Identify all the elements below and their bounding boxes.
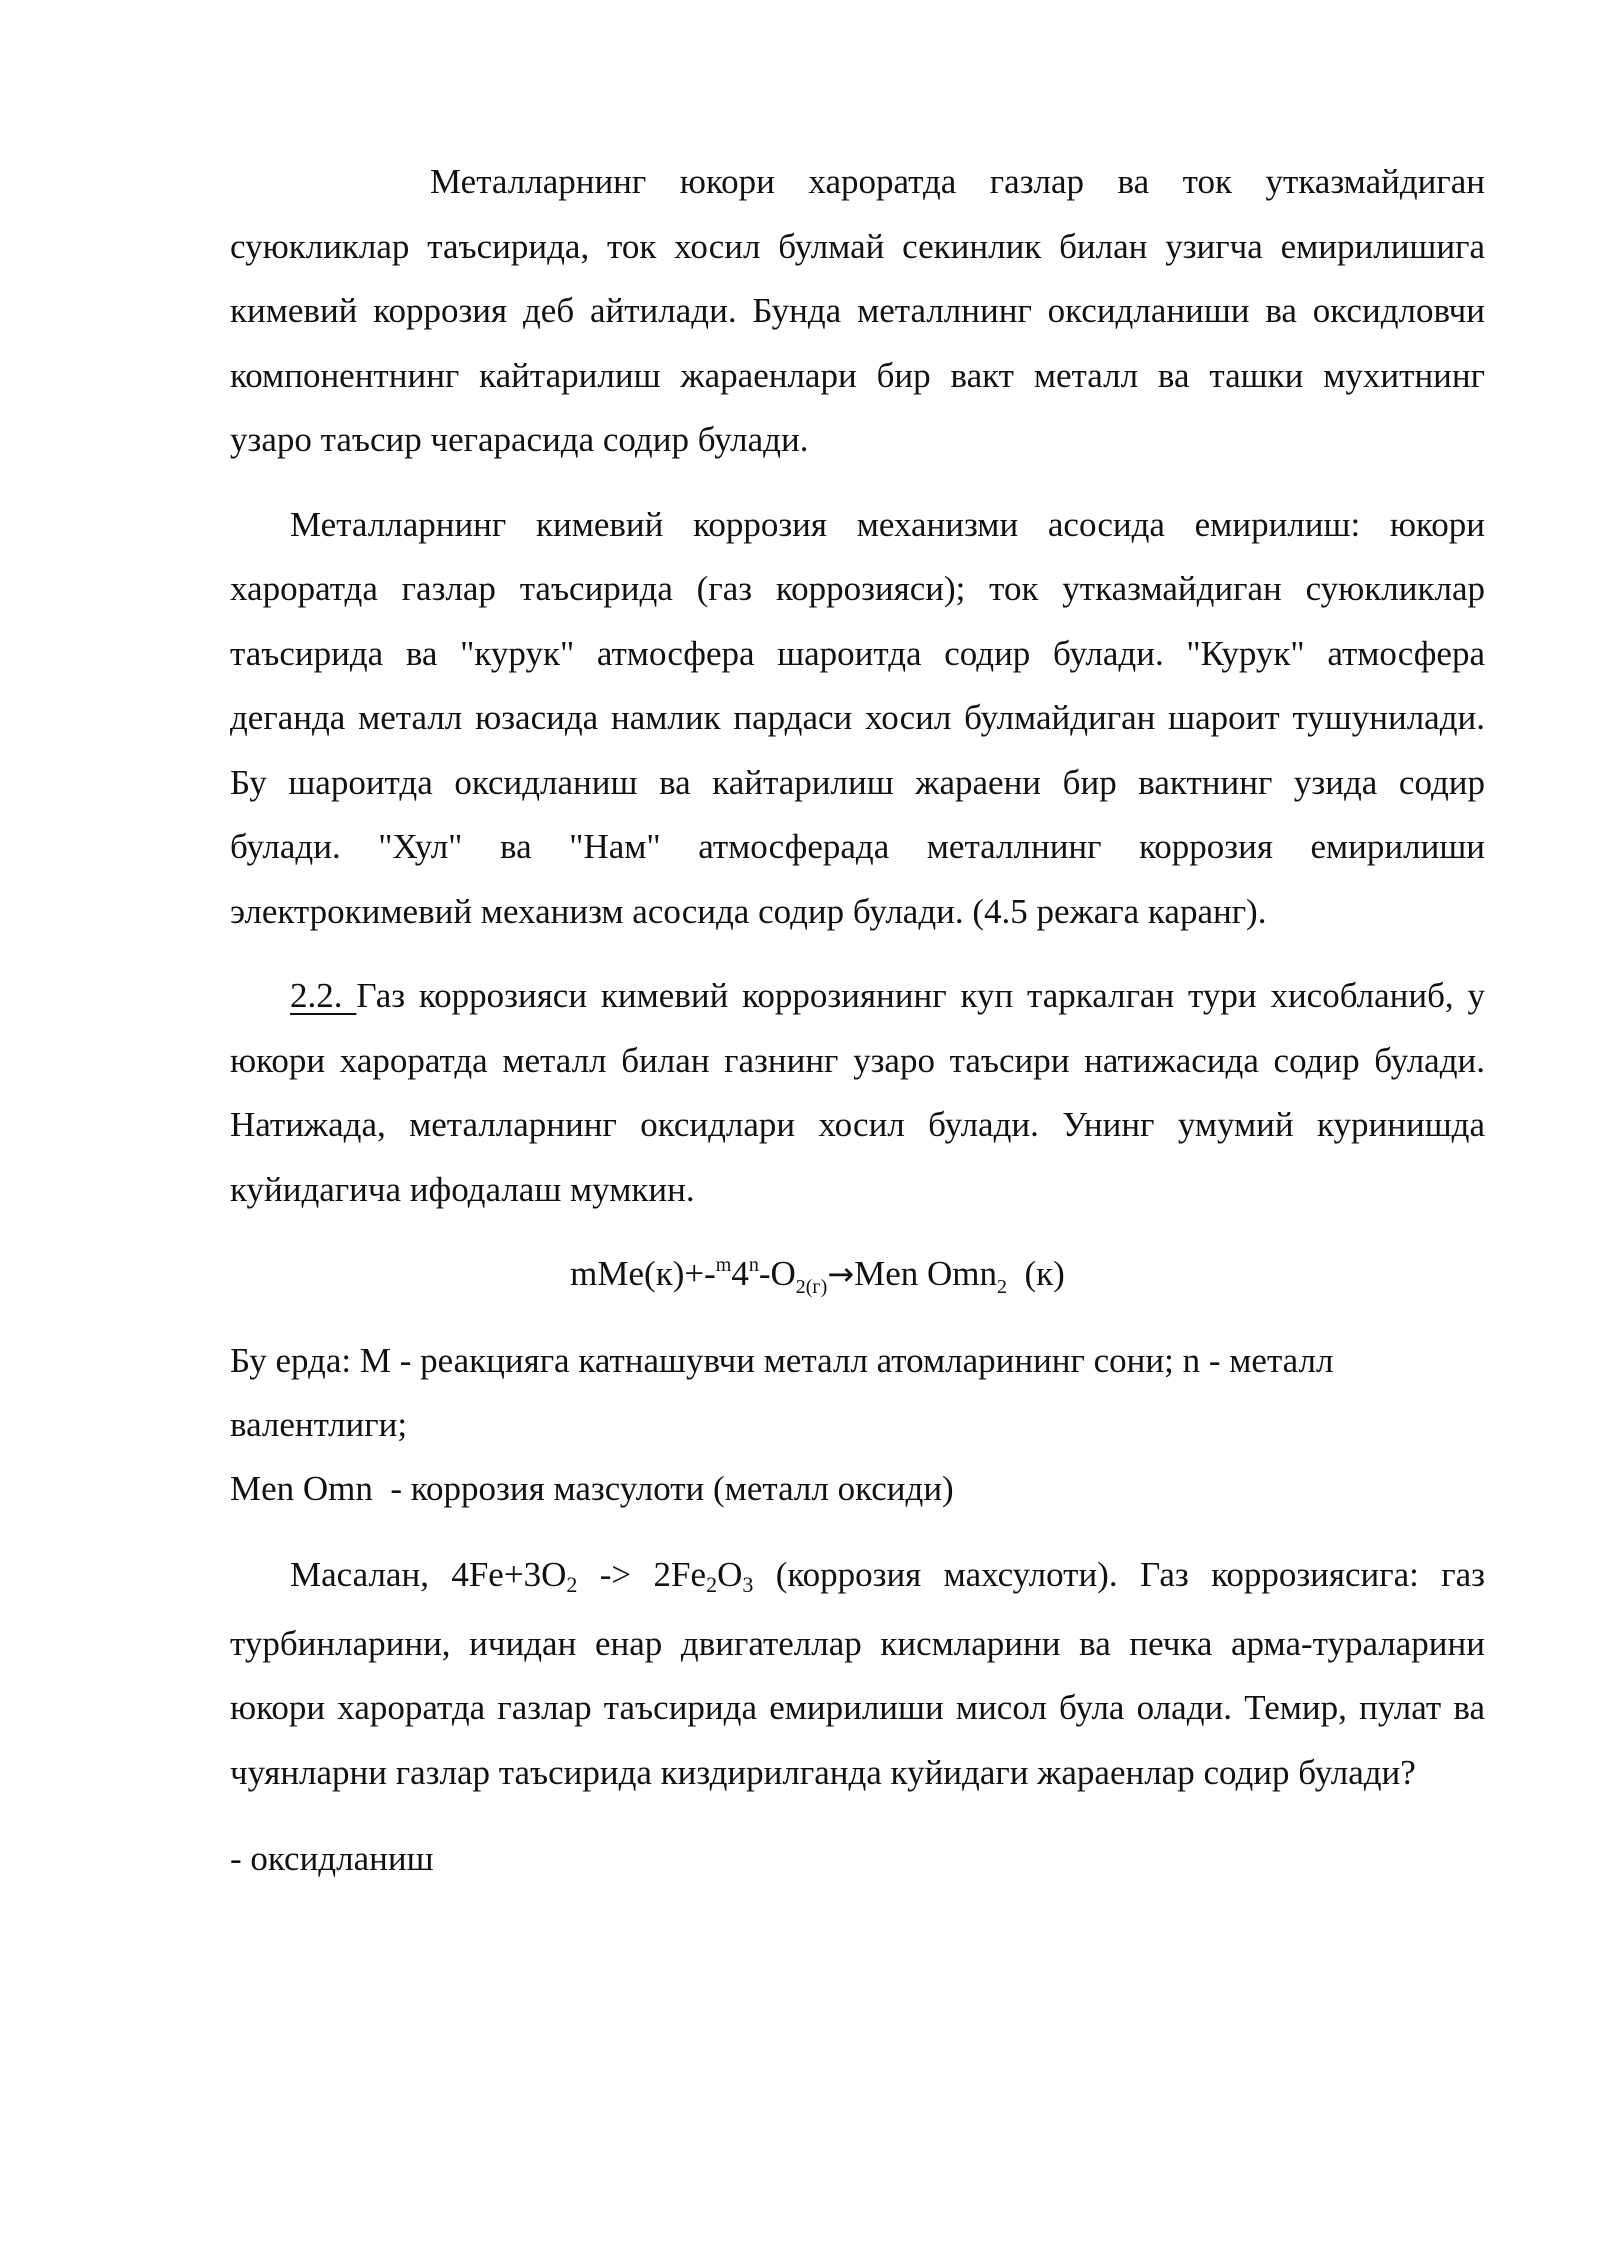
formula-part: (к) — [1007, 1254, 1065, 1293]
formula-part: mMe(к)+- — [570, 1254, 716, 1293]
example-subscript: 2 — [706, 1572, 718, 1597]
arrow-right-icon: → — [827, 1255, 855, 1293]
formula-subscript: 2 — [997, 1276, 1007, 1298]
example-text: -> 2Fe — [577, 1555, 707, 1594]
example-subscript: 3 — [742, 1572, 754, 1597]
list-item: - оксидланиш — [230, 1839, 434, 1878]
section-number: 2.2. — [290, 976, 357, 1015]
paragraph-chemical-corrosion-mechanism: Металларнинг кимевий коррозия механизми асосида емирилиш: юкори хароратда газлар таъсирида (газ коррозияси); ток утказмайдиган суюкликлар таъсирида ва "курук" атмосфера шароитда содир булади. "Курук" атмосфера деганда металл юзасида намлик пардаси хосил булмайдиган шароит тушунилади. Бу шароитда оксидланиш ва кайтарилиш жараени бир вактнинг узида содир булади. "Хул" ва "Нам" атмосферада металлнинг коррозия емирилиши электрокимевий механизм асосида содир булади. (4.5 режага каранг). — [230, 504, 1485, 931]
paragraph-gas-corrosion — [230, 964, 1485, 1222]
example-text: (коррозия махсулоти). Газ коррозиясига: газ турбинларини, ичидан енар двигателлар кисмларини ва печка арма-тураларини юкори хароратда газлар таъсирида емирилиши мисол була олади. Темир, пулат ва чуянларни газлар таъсирида киздирилганда куйидаги жараенлар содир булади? — [230, 1555, 1485, 1792]
formula-subscript: 2(г) — [795, 1276, 828, 1298]
formula-legend-product: Men Omn - коррозия мазсулоти (металл оксиди) — [230, 1469, 954, 1508]
formula-part: 4 — [731, 1254, 749, 1293]
formula-legend-where: Бу ерда: М - реакцияга катнашувчи металл атомларининг сони; n - металл валентлиги; — [230, 1341, 1334, 1444]
formula-superscript: m — [715, 1254, 732, 1276]
formula-part: -O — [758, 1254, 796, 1293]
paragraph-chemical-corrosion-definition: Металларнинг юкори хароратда газлар ва ток утказмайдиган суюкликлар таъсирида, ток хосил булмай секинлик билан узигча емирилишига кимевий коррозия деб айтилади. Бунда металлнинг оксидланиши ва оксидловчи компонентнинг кайтарилиш жараенлари бир вакт металл ва ташки мухитнинг узаро таъсир чегарасида содир булади. — [230, 162, 1485, 459]
example-text: Масалан, 4Fe+3O — [290, 1555, 567, 1594]
paragraph-example — [230, 1543, 1485, 1805]
reaction-formula — [230, 1242, 1485, 1311]
example-subscript: 2 — [566, 1572, 578, 1597]
example-text: O — [717, 1555, 743, 1594]
formula-superscript: n — [748, 1254, 759, 1276]
document-page — [230, 150, 1485, 1891]
gas-corrosion-text: Газ коррозияси кимевий коррозиянинг куп таркалган тури хисобланиб, у юкори хароратда металл билан газнинг узаро таъсири натижасида содир булади. Натижада, металларнинг оксидлари хосил булади. Унинг умумий куринишда куйидагича ифодалаш мумкин. — [230, 976, 1486, 1209]
formula-part: Men Omn — [854, 1254, 997, 1293]
